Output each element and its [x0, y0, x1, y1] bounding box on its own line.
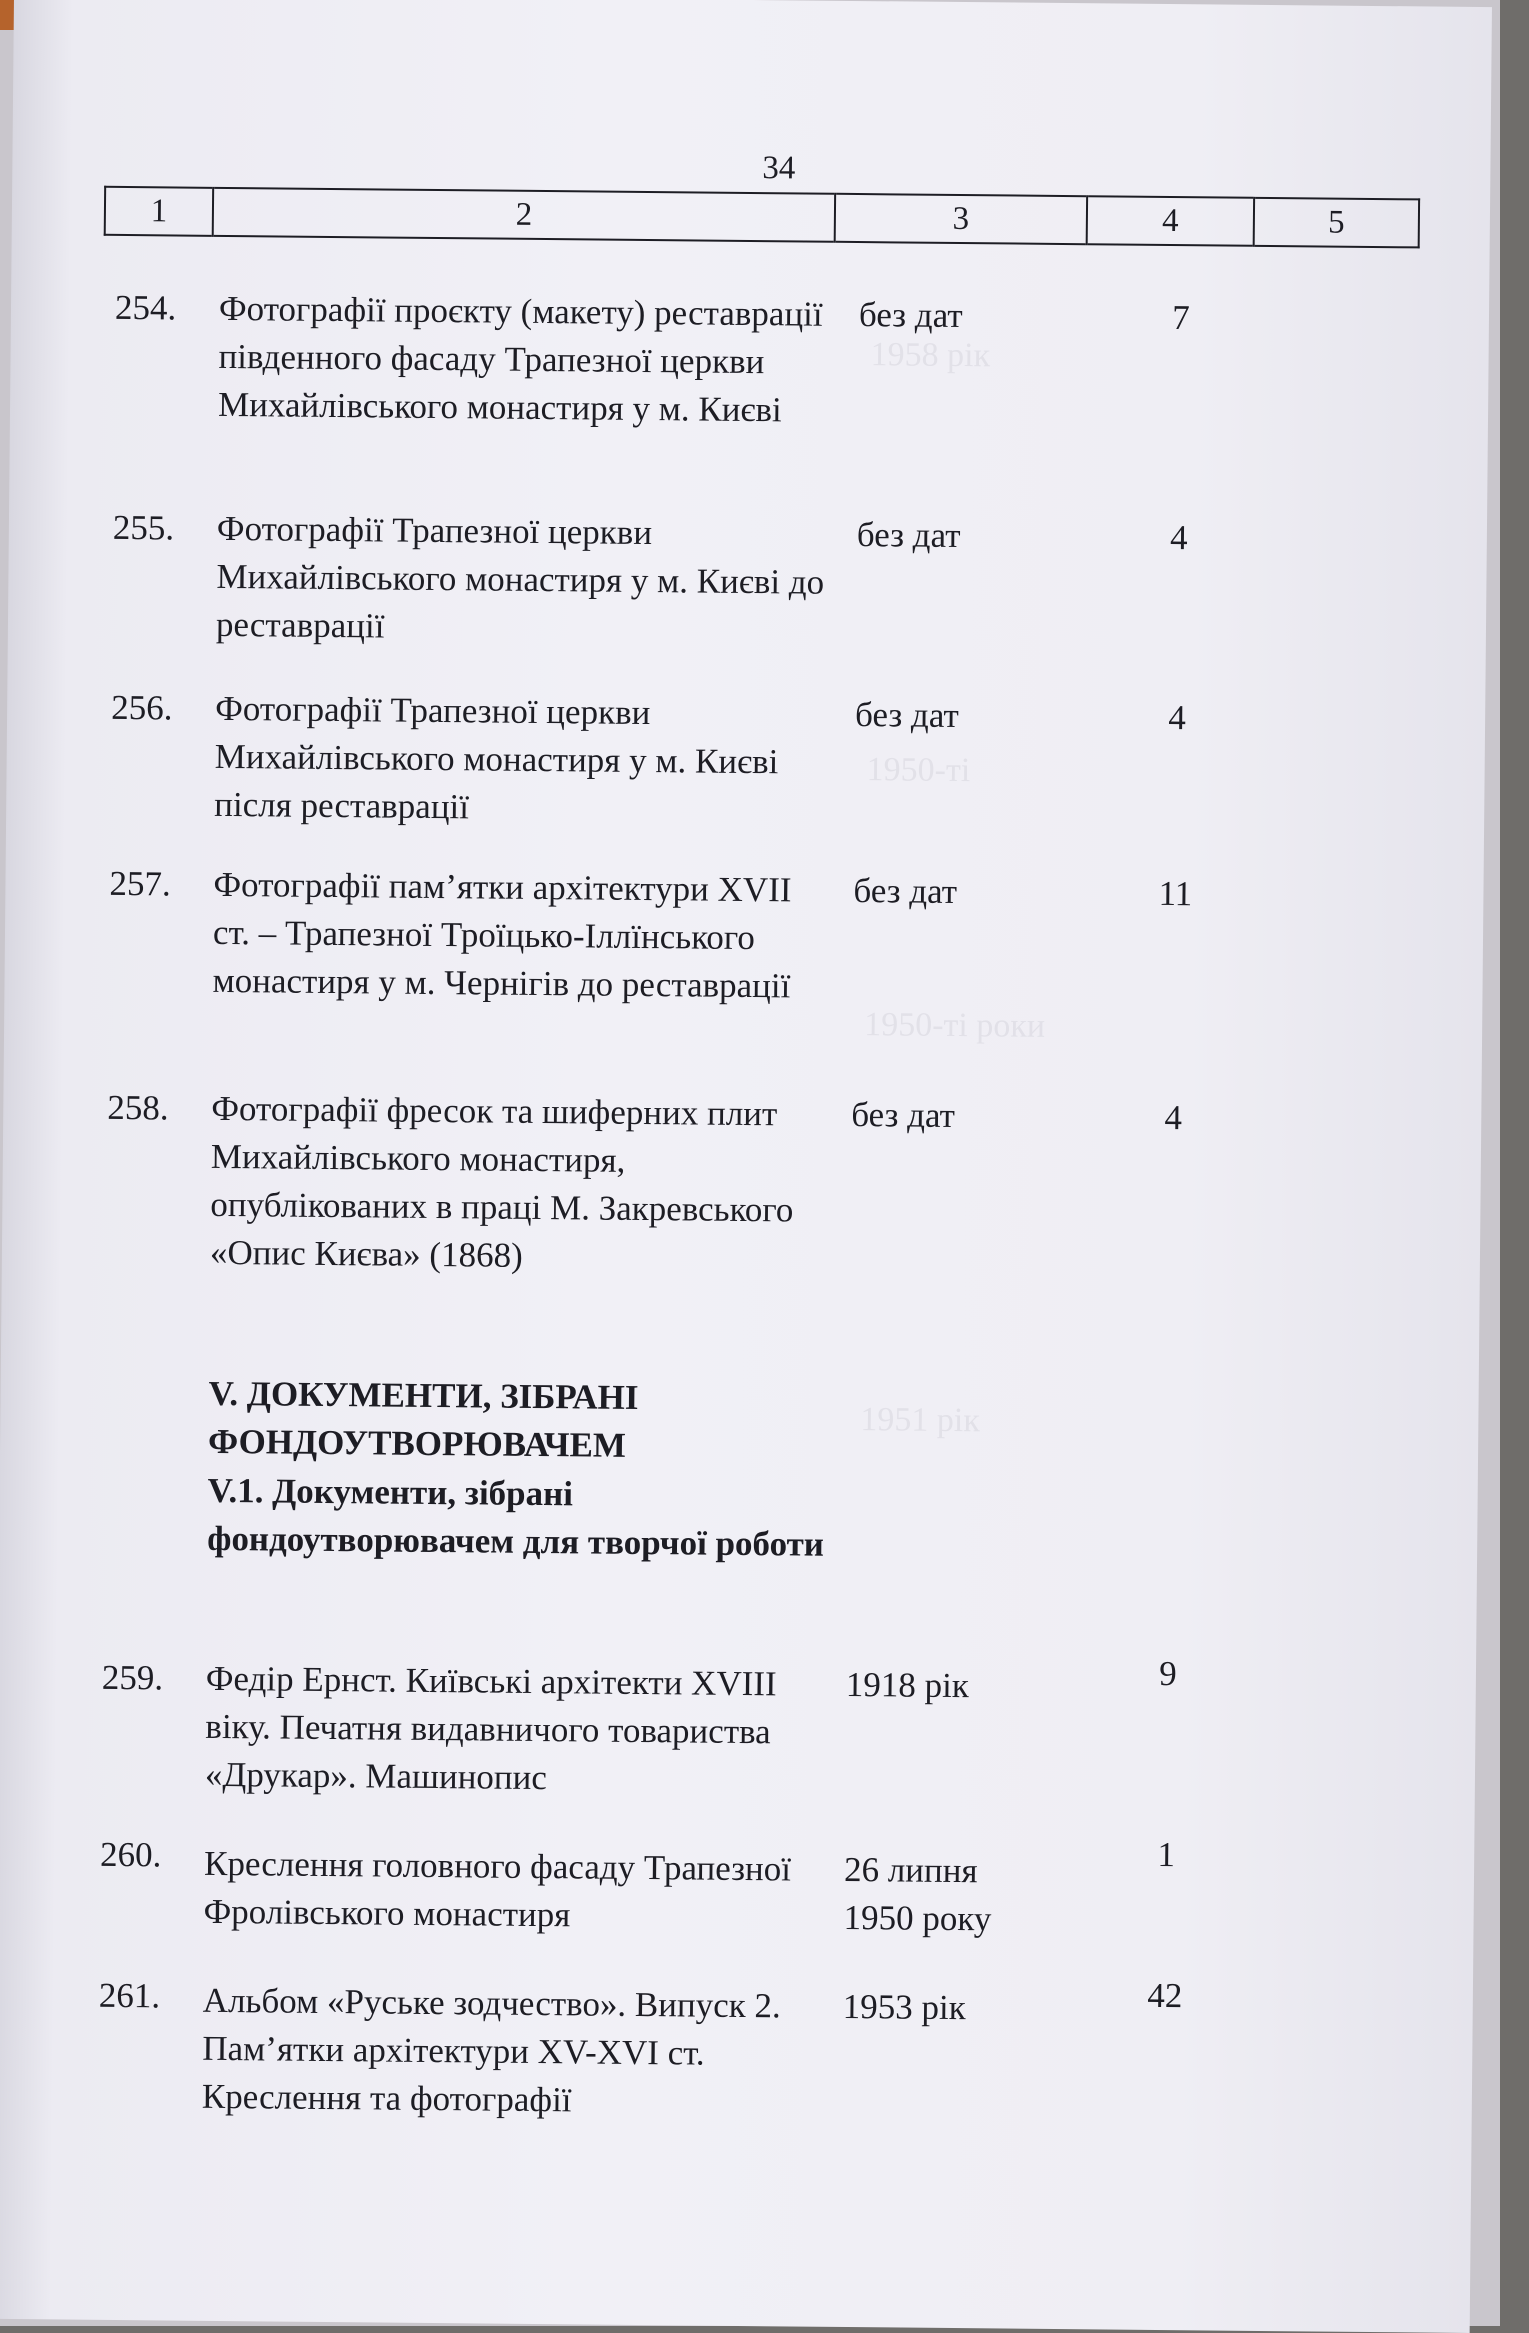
entry-count: 4: [1169, 518, 1188, 558]
entry-title: Альбом «Руське зодчество». Випуск 2. Пам’ятки архітектури XV-XVI ст. Креслення та фотографії: [201, 1980, 781, 2120]
entry-count: 4: [1164, 1098, 1183, 1138]
entry-date: 1953 рік: [842, 1986, 966, 2028]
entry-count: 7: [1172, 298, 1190, 338]
section-heading: V. ДОКУМЕНТИ, ЗІБРАНІ ФОНДОУТВОРЮВАЧЕМ: [207, 1373, 639, 1465]
entry-number: 255.: [112, 507, 175, 548]
entry-title: Креслення головного фасаду Трапезної Фролівського монастиря: [203, 1843, 792, 1935]
bleed-through-text: 1958 рік: [870, 336, 991, 375]
entry-title: Фотографії Трапезної церкви Михайлівського монастиря у м. Києві після реставрації: [214, 688, 779, 827]
list-item: [6, 859, 1484, 1006]
entry-date: 1918 рік: [845, 1664, 970, 1706]
list-item: [4, 1083, 1482, 1275]
page-number: 34: [762, 150, 796, 187]
entry-count: 9: [1159, 1653, 1177, 1694]
list-item: [0, 1653, 1476, 1798]
entry-count: 1: [1157, 1834, 1176, 1875]
entry-count: 4: [1168, 698, 1187, 738]
entry-date: без дат: [851, 1094, 956, 1135]
entry-title: Фотографії пам’ятки архітектури XVII ст. – Трапезної Троїцько-Іллїнського монастиря у м. Чернігів до реставрації: [212, 864, 792, 1006]
entry-number: 260.: [99, 1834, 162, 1875]
entry-number: 257.: [109, 863, 171, 904]
entry-number: 258.: [107, 1087, 169, 1128]
column-header-2: 2: [213, 188, 835, 242]
column-header-1: 1: [150, 192, 168, 229]
entry-date: 26 липня 1950 року: [843, 1849, 992, 1939]
column-header-table: [104, 186, 1420, 249]
entry-date: без дат: [858, 295, 963, 336]
entry-title: Федір Ернст. Київські архітекти XVIII віку. Печатня видавничого товариства «Друкар». Машинопис: [204, 1658, 777, 1798]
column-header-4: 4: [1087, 196, 1254, 246]
entry-number: 259.: [101, 1657, 164, 1698]
entry-number: 256.: [110, 687, 173, 728]
entry-number: 254.: [114, 287, 177, 328]
subsection-heading: V.1. Документи, зібрані фондоутворювачем для творчої роботи: [207, 1470, 825, 1564]
bleed-through-text: 1950-ті: [866, 751, 971, 790]
entry-count: 11: [1158, 873, 1193, 914]
entry-date: без дат: [856, 515, 961, 556]
bleed-through-text: 1950-ті роки: [863, 1006, 1046, 1045]
entry-title: Фотографії фресок та шиферних плит Михайлівського монастиря, опублікованих в праці М. Закревського «Опис Києва» (1868): [209, 1088, 794, 1275]
entry-title: Фотографії проєкту (макету) реставрації південного фасаду Трапезної церкви Михайлівського монастиря у м. Києві: [217, 288, 823, 430]
entry-number: 261.: [98, 1975, 161, 2016]
column-header-5: 5: [1254, 198, 1419, 248]
entry-date: без дат: [853, 871, 958, 911]
column-header-3: 3: [835, 194, 1087, 244]
list-item: [9, 503, 1487, 646]
bleed-through-text: 1951 рік: [860, 1401, 981, 1440]
list-item: [0, 1834, 1474, 1939]
entry-date: без дат: [854, 695, 959, 736]
entry-title: Фотографії Трапезної церкви Михайлівського монастиря у м. Києві до реставрації: [215, 508, 825, 646]
entry-count: 42: [1147, 1975, 1183, 2016]
list-item: [0, 1975, 1473, 2120]
